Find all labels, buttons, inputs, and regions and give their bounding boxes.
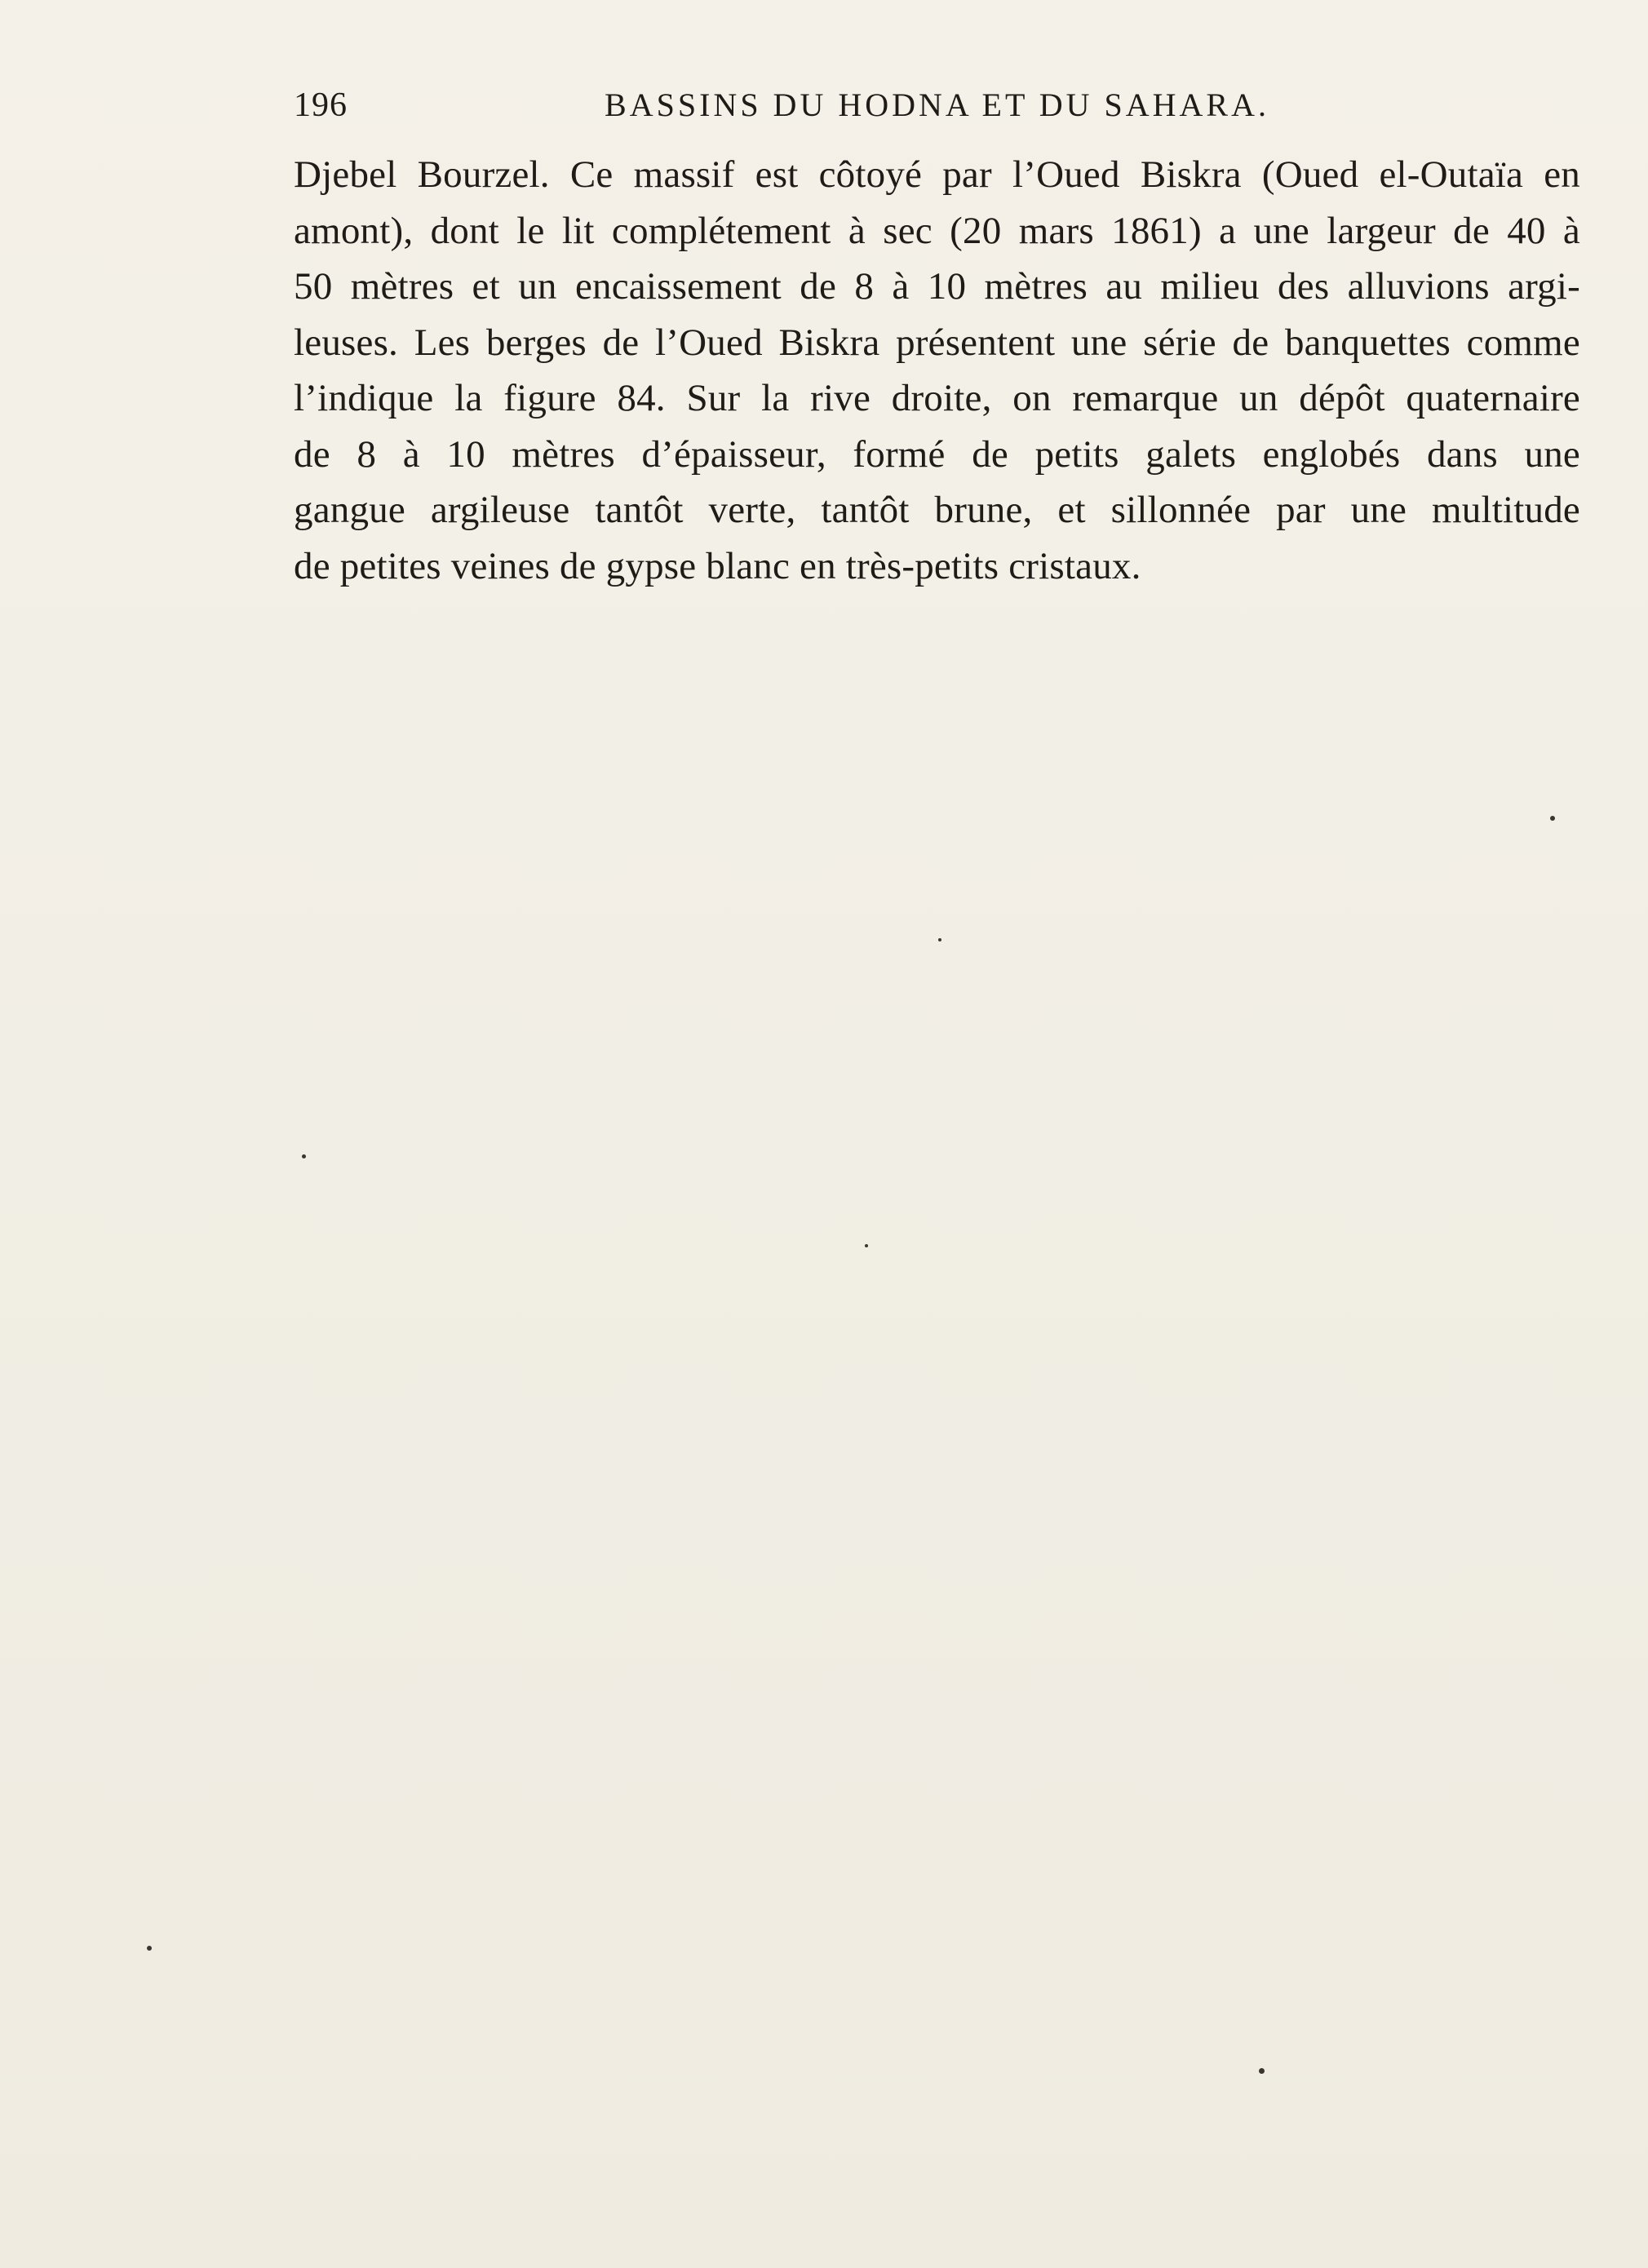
body-paragraph: [294, 147, 1580, 594]
text-line: de 8 à 10 mètres d’épaisseur, formé de petits galets englobés dans une: [294, 432, 1580, 476]
paper-speck: [865, 1244, 868, 1247]
page-number: 196: [294, 86, 348, 124]
bleed-through-lower: [294, 1411, 1632, 1464]
running-head: [294, 86, 1580, 135]
text-line: l’indique la figure 84. Sur la rive droite, on remarque un dépôt quaternaire: [294, 377, 1580, 419]
text-line: de petites veines de gypse blanc en très-petits cristaux.: [294, 544, 1141, 587]
paper-speck: [302, 1154, 306, 1158]
running-title: BASSINS DU HODNA ET DU SAHARA.: [605, 86, 1269, 123]
text-line: leuses. Les berges de l’Oued Biskra présentent une série de banquettes comme: [294, 321, 1580, 364]
paper-speck: [1259, 2068, 1265, 2074]
text-line: 50 mètres et un encaissement de 8 à 10 mètres au milieu des alluvions argi-: [294, 265, 1580, 308]
text-line: amont), dont le lit complétement à sec (20 mars 1861) a une largeur de 40 à: [294, 209, 1580, 252]
text-line: gangue argileuse tantôt verte, tantôt brune, et sillonnée par une multitude: [294, 489, 1580, 531]
paper-speck: [147, 1946, 152, 1951]
paper-speck: [1550, 816, 1555, 821]
text-line: Djebel Bourzel. Ce massif est côtoyé par l’Oued Biskra (Oued el-Outaïa en: [294, 153, 1580, 196]
paper-speck: [938, 938, 941, 941]
